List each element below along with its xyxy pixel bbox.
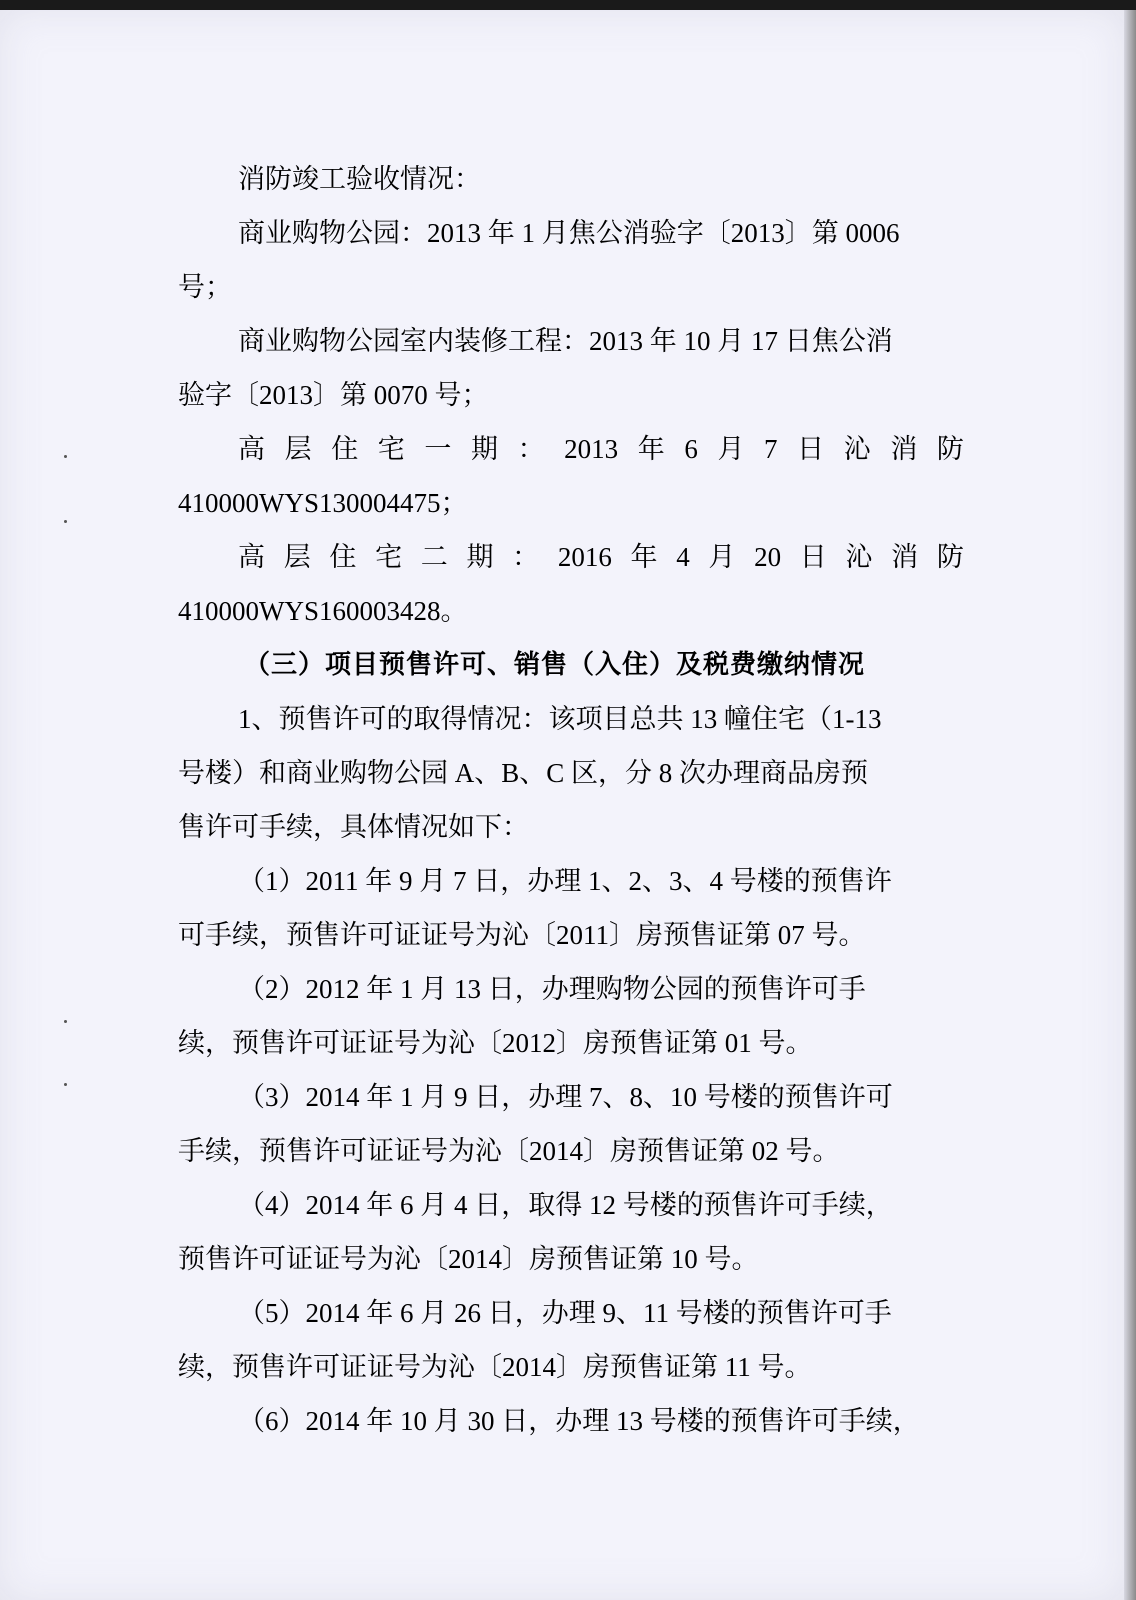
text-line: 可手续，预售许可证证号为沁〔2011〕房预售证第 07 号。 (178, 920, 866, 950)
text-line: 商业购物公园：2013 年 1 月焦公消验字〔2013〕第 0006 (238, 218, 900, 248)
text-line: 续，预售许可证证号为沁〔2012〕房预售证第 01 号。 (178, 1028, 813, 1058)
text-token: 防 (936, 542, 964, 572)
text-token: 高 (238, 434, 265, 464)
text-token: 月 (708, 542, 736, 572)
text-line: （5）2014 年 6 月 26 日，办理 9、11 号楼的预售许可手 (238, 1298, 892, 1328)
text-line: （2）2012 年 1 月 13 日，办理购物公园的预售许可手 (238, 974, 866, 1004)
text-line: （4）2014 年 6 月 4 日，取得 12 号楼的预售许可手续， (238, 1190, 893, 1220)
text-token: 二 (420, 542, 448, 572)
text-token: 4 (676, 542, 690, 572)
text-line: 验字〔2013〕第 0070 号； (178, 380, 489, 410)
text-line: （3）2014 年 1 月 9 日，办理 7、8、10 号楼的预售许可 (238, 1082, 893, 1112)
scan-speck (64, 1083, 67, 1086)
text-line: 商业购物公园室内装修工程：2013 年 10 月 17 日焦公消 (238, 326, 893, 356)
text-token: 7 (764, 434, 778, 464)
text-token: 一 (424, 434, 452, 464)
text-token: 年 (637, 434, 665, 464)
text-token: 2013 (564, 434, 619, 464)
text-line: 售许可手续，具体情况如下： (178, 812, 529, 842)
text-token: 层 (283, 542, 311, 572)
scan-speck (64, 455, 67, 458)
scan-speck (64, 1020, 67, 1023)
justified-line-phase-1 (0, 430, 964, 468)
text-token: 期 (470, 434, 498, 464)
text-token: 高 (238, 542, 265, 572)
text-token: 期 (466, 542, 494, 572)
justified-line-phase-2 (0, 538, 964, 576)
text-token: 年 (630, 542, 658, 572)
text-line: （6）2014 年 10 月 30 日，办理 13 号楼的预售许可手续， (238, 1406, 920, 1436)
text-token: 层 (284, 434, 312, 464)
text-token: 6 (684, 434, 698, 464)
section-heading: （三）项目预售许可、销售（入住）及税费缴纳情况 (244, 650, 866, 680)
text-line: 手续，预售许可证证号为沁〔2014〕房预售证第 02 号。 (178, 1136, 840, 1166)
text-token: ： (512, 542, 540, 572)
text-token: 沁 (845, 542, 873, 572)
text-line: 1、预售许可的取得情况：该项目总共 13 幢住宅（1-13 (238, 704, 882, 734)
text-line: 410000WYS160003428。 (178, 596, 468, 626)
text-line: （1）2011 年 9 月 7 日，办理 1、2、3、4 号楼的预售许 (238, 866, 892, 896)
text-token: ： (517, 434, 545, 464)
text-token: 消 (891, 542, 919, 572)
text-token: 宅 (377, 434, 405, 464)
text-line: 续，预售许可证证号为沁〔2014〕房预售证第 11 号。 (178, 1352, 812, 1382)
text-token: 住 (329, 542, 357, 572)
text-line: 预售许可证证号为沁〔2014〕房预售证第 10 号。 (178, 1244, 759, 1274)
text-token: 住 (331, 434, 359, 464)
text-token: 2016 (557, 542, 612, 572)
text-token: 日 (797, 434, 825, 464)
scan-speck (64, 520, 67, 523)
text-line: 号楼）和商业购物公园 A、B、C 区，分 8 次办理商品房预 (178, 758, 869, 788)
text-line: 410000WYS130004475； (178, 488, 468, 518)
text-token: 20 (754, 542, 782, 572)
text-token: 月 (717, 434, 745, 464)
text-token: 沁 (843, 434, 871, 464)
text-token: 日 (799, 542, 827, 572)
text-line: 号； (178, 272, 232, 302)
text-line: 消防竣工验收情况： (238, 164, 481, 194)
text-token: 防 (936, 434, 964, 464)
text-token: 消 (890, 434, 918, 464)
text-token: 宅 (375, 542, 403, 572)
